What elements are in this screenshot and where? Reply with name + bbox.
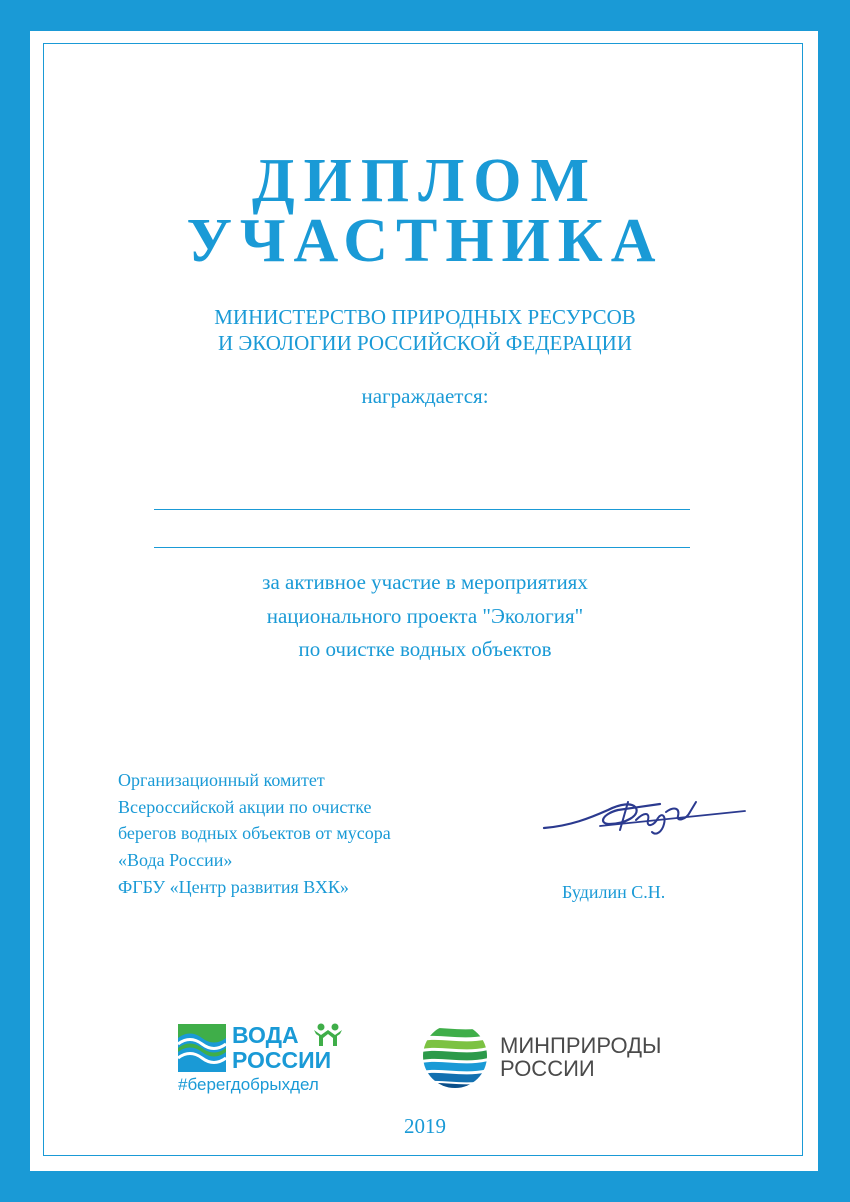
voda-rossii-logo xyxy=(178,1022,348,1102)
diploma-title-line1: ДИПЛОМ xyxy=(251,147,599,215)
diploma-title-line2: УЧАСТНИКА xyxy=(186,207,664,275)
organizer-line5: ФГБУ «Центр развития ВХК» xyxy=(118,877,349,897)
waves-logo-icon xyxy=(178,1024,226,1072)
awarded-label: награждается: xyxy=(361,384,489,408)
minprirody-logo xyxy=(422,1023,682,1089)
reason-line1: за активное участие в мероприятиях xyxy=(262,570,588,594)
organizer-line2: Всероссийской акции по очистке xyxy=(118,797,372,817)
minprirody-line2: РОССИИ xyxy=(500,1056,595,1081)
recipient-line-2 xyxy=(154,547,690,548)
diploma-year: 2019 xyxy=(404,1114,446,1138)
signer-name: Будилин С.Н. xyxy=(562,882,666,902)
signature-icon xyxy=(540,790,750,840)
organizer-line3: берегов водных объектов от мусора xyxy=(118,823,391,843)
reason-line3: по очистке водных объектов xyxy=(298,637,552,661)
voda-logo-line1: ВОДА xyxy=(232,1022,299,1048)
voda-hashtag: #берегдобрыхдел xyxy=(178,1075,319,1094)
globe-waves-icon xyxy=(422,1023,488,1089)
voda-logo-line2: РОССИИ xyxy=(232,1047,332,1073)
recipient-line-1 xyxy=(154,509,690,510)
minprirody-line1: МИНПРИРОДЫ xyxy=(500,1033,662,1058)
ministry-line1: МИНИСТЕРСТВО ПРИРОДНЫХ РЕСУРСОВ xyxy=(214,305,636,329)
people-icon xyxy=(313,1022,343,1046)
organizer-line4: «Вода России» xyxy=(118,850,233,870)
reason-line2: национального проекта "Экология" xyxy=(266,604,584,628)
ministry-line2: И ЭКОЛОГИИ РОССИЙСКОЙ ФЕДЕРАЦИИ xyxy=(217,331,632,355)
organizer-line1: Организационный комитет xyxy=(118,770,325,790)
